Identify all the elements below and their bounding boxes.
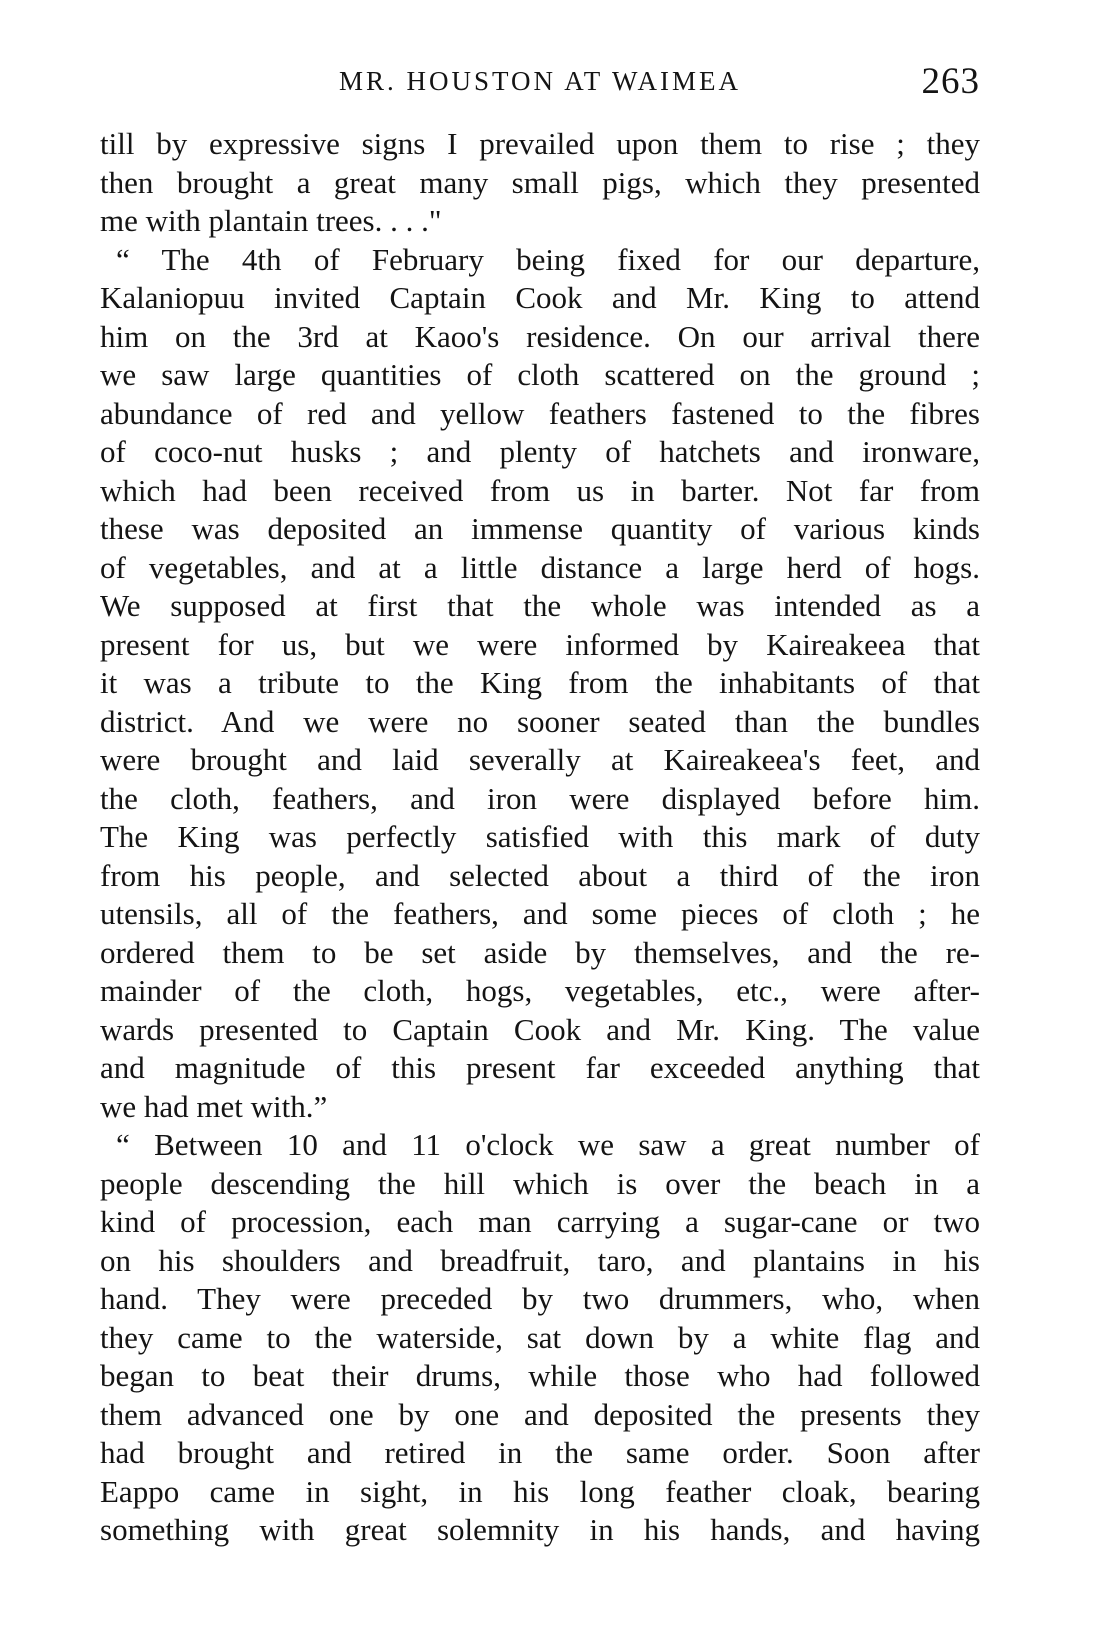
- text-line: wards presented to Captain Cook and Mr. King. The value: [100, 1011, 980, 1047]
- text-line: people descending the hill which is over the beach in a: [100, 1165, 980, 1201]
- text-line: me with plantain trees. . . .": [100, 203, 442, 238]
- text-line: and magnitude of this present far exceeded anything that: [100, 1050, 980, 1085]
- text-line: of coco-nut husks ; and plenty of hatchets and ironware,: [100, 434, 980, 469]
- text-line: kind of procession, each man carrying a sugar-cane or two: [100, 1204, 980, 1239]
- text-line: began to beat their drums, while those who had followed: [100, 1358, 980, 1393]
- text-line: The King was perfectly satisfied with this mark of duty: [100, 819, 980, 854]
- text-line: till by expressive signs I prevailed upon them to rise ; they: [100, 126, 980, 161]
- text-line: ordered them to be set aside by themselves, and the re-: [100, 934, 980, 970]
- text-line: abundance of red and yellow feathers fastened to the fibres: [100, 395, 980, 431]
- text-line: Kalaniopuu invited Captain Cook and Mr. King to attend: [100, 280, 980, 315]
- text-line: present for us, but we were informed by Kaireakeea that: [100, 626, 980, 662]
- text-line: district. And we were no sooner seated than the bundles: [100, 703, 980, 739]
- text-line: then brought a great many small pigs, which they presented: [100, 164, 980, 200]
- text-line: mainder of the cloth, hogs, vegetables, etc., were after-: [100, 973, 980, 1008]
- body-text: [100, 125, 980, 1550]
- page-number: 263: [921, 61, 980, 102]
- text-line: We supposed at first that the whole was intended as a: [100, 588, 980, 623]
- text-line: him on the 3rd at Kaoo's residence. On our arrival there: [100, 318, 980, 354]
- text-line: we had met with.”: [100, 1088, 328, 1124]
- text-line: from his people, and selected about a third of the iron: [100, 857, 980, 893]
- text-line: it was a tribute to the King from the inhabitants of that: [100, 665, 980, 700]
- text-line: hand. They were preceded by two drummers, who, when: [100, 1281, 980, 1316]
- text-line: something with great solemnity in his hands, and having: [100, 1512, 980, 1547]
- text-line: had brought and retired in the same order. Soon after: [100, 1435, 980, 1470]
- text-line: on his shoulders and breadfruit, taro, and plantains in his: [100, 1242, 980, 1278]
- text-line: of vegetables, and at a little distance a large herd of hogs.: [100, 549, 980, 585]
- running-title: MR. HOUSTON AT WAIMEA: [338, 66, 742, 96]
- text-line: “ The 4th of February being fixed for our departure,: [116, 241, 980, 277]
- text-line: them advanced one by one and deposited the presents they: [100, 1396, 980, 1432]
- text-line: were brought and laid severally at Kaireakeea's feet, and: [100, 742, 980, 777]
- text-line: the cloth, feathers, and iron were displayed before him.: [100, 780, 980, 816]
- text-line: they came to the waterside, sat down by a white flag and: [100, 1319, 980, 1355]
- text-line: utensils, all of the feathers, and some pieces of cloth ; he: [100, 896, 980, 931]
- text-line: which had been received from us in barter. Not far from: [100, 472, 980, 508]
- running-head: [100, 60, 980, 104]
- text-line: “ Between 10 and 11 o'clock we saw a great number of: [116, 1127, 980, 1162]
- text-line: Eappo came in sight, in his long feather cloak, bearing: [100, 1473, 980, 1509]
- text-line: we saw large quantities of cloth scattered on the ground ;: [100, 357, 980, 392]
- text-line: these was deposited an immense quantity of various kinds: [100, 511, 980, 546]
